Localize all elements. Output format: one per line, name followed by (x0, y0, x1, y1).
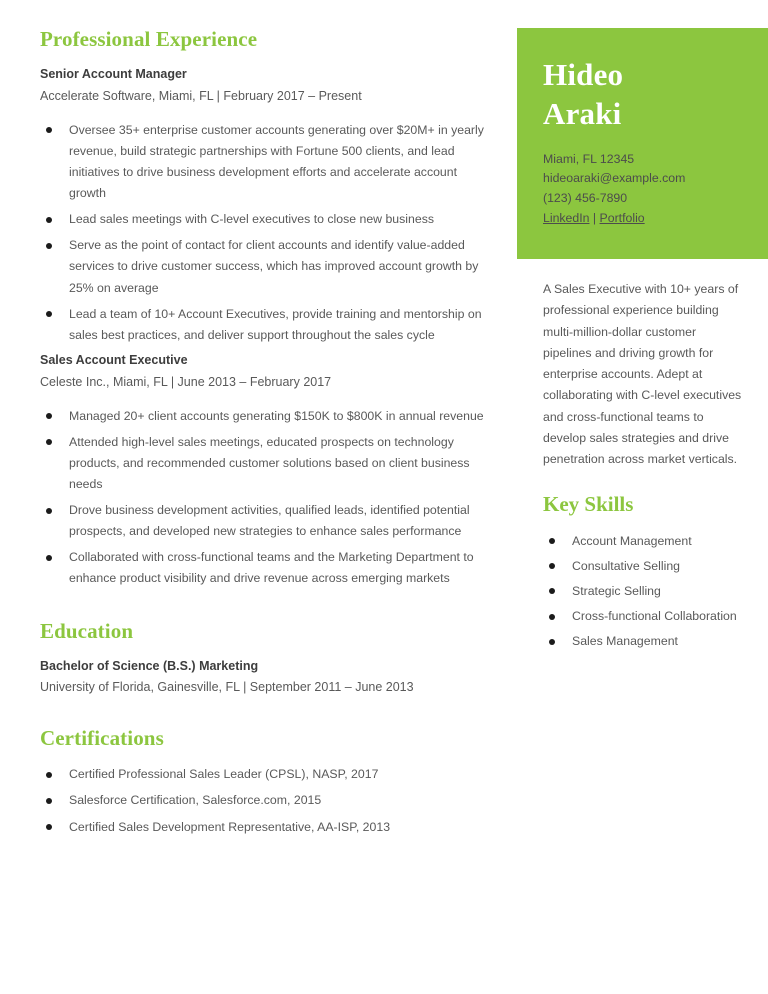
name-header-block (517, 28, 768, 259)
contact-links (543, 209, 742, 229)
candidate-first-name: Hideo (543, 57, 624, 92)
link-separator: | (589, 211, 600, 226)
candidate-name (543, 56, 742, 134)
experience-entry (40, 65, 492, 346)
portfolio-link[interactable]: Portfolio (599, 211, 645, 226)
section-heading-education: Education (40, 618, 134, 643)
sidebar-body (517, 259, 768, 652)
school-location-dates: University of Florida, Gainesville, FL | September 2011 – June 2013 (40, 680, 414, 695)
list-item: Oversee 35+ enterprise customer accounts generating over $20M+ in yearly revenue, build strategic partnerships with Fortune 500 clients, and lead initiatives to drive business development efforts and accelerate account growth (40, 120, 492, 205)
key-skills-list (543, 531, 742, 653)
list-item: Strategic Selling (543, 581, 742, 602)
section-heading-certifications: Certifications (40, 726, 164, 751)
list-item: Collaborated with cross-functional teams and the Marketing Department to enhance product visibility and drive revenue across emerging markets (40, 547, 492, 589)
contact-location: Miami, FL 12345 (543, 151, 635, 166)
job-bullet-list (40, 120, 492, 346)
section-heading-professional-experience: Professional Experience (40, 27, 258, 51)
professional-summary: A Sales Executive with 10+ years of professional experience building multi-million-dollar customer pipelines and driving growth for enterprise accounts. Adept at collaborating with C-level executives and cross-functional teams to develop sales strategies and drive penetration across market verticals. (543, 282, 742, 467)
job-company-location-dates: Celeste Inc., Miami, FL | June 2013 – February 2017 (40, 374, 332, 389)
sidebar-column (517, 28, 768, 656)
list-item: Managed 20+ client accounts generating $150K to $800K in annual revenue (40, 406, 492, 427)
contact-phone: (123) 456-7890 (543, 191, 628, 206)
list-item: Certified Sales Development Representative, AA-ISP, 2013 (40, 817, 492, 838)
list-item: Lead a team of 10+ Account Executives, provide training and mentorship on sales best practices, and deliver support throughout the sales cycle (40, 304, 492, 346)
list-item: Lead sales meetings with C-level executives to close new business (40, 209, 492, 230)
job-title: Senior Account Manager (40, 67, 187, 82)
list-item: Cross-functional Collaboration (543, 606, 742, 627)
section-heading-key-skills: Key Skills (543, 491, 634, 516)
linkedin-link[interactable]: LinkedIn (543, 211, 590, 226)
list-item: Salesforce Certification, Salesforce.com, 2015 (40, 790, 492, 811)
education-entry (40, 657, 492, 698)
list-item: Certified Professional Sales Leader (CPSL), NASP, 2017 (40, 764, 492, 785)
experience-entry (40, 351, 492, 590)
list-item: Consultative Selling (543, 556, 742, 577)
main-content-column (40, 28, 492, 843)
candidate-last-name: Araki (543, 95, 622, 131)
list-item: Sales Management (543, 631, 742, 652)
degree-title: Bachelor of Science (B.S.) Marketing (40, 658, 259, 673)
job-title: Sales Account Executive (40, 353, 188, 367)
list-item: Drove business development activities, qualified leads, identified potential prospects, and developed new strategies to enhance sales performance (40, 500, 492, 542)
contact-email[interactable]: hideoaraki@example.com (543, 171, 686, 186)
job-bullet-list (40, 406, 492, 590)
list-item: Serve as the point of contact for client accounts and identify value-added services to drive customer success, which has improved account growth by 25% on average (40, 235, 492, 298)
list-item: Attended high-level sales meetings, educated prospects on technology products, and recommended customer solutions based on client business needs (40, 432, 492, 495)
job-company-location-dates: Accelerate Software, Miami, FL | February 2017 – Present (40, 88, 362, 103)
list-item: Account Management (543, 531, 742, 552)
certifications-list (40, 764, 492, 837)
